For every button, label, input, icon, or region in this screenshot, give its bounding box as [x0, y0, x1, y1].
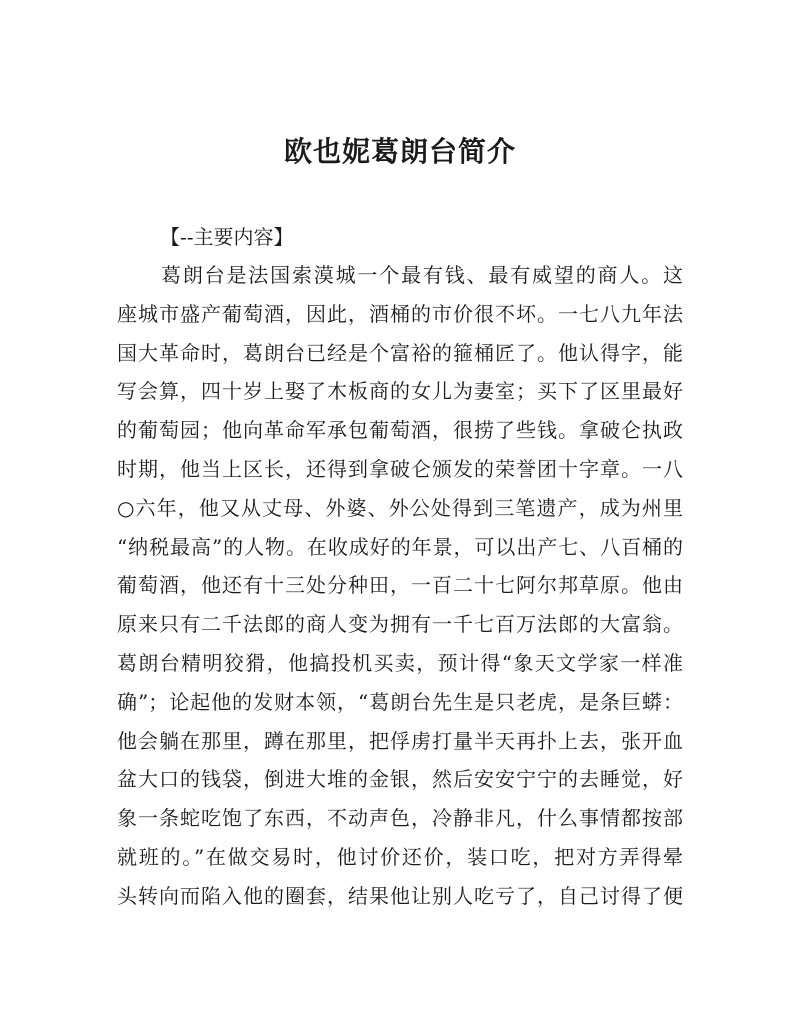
body-line: 时期，他当上区长，还得到拿破仑颁发的荣誉团十字章。一八 [117, 456, 683, 481]
body-line: 头转向而陷入他的圈套，结果他让别人吃亏了，自己讨得了便 [117, 883, 683, 908]
body-line: 就班的。”在做交易时，他讨价还价，装口吃，把对方弄得晕 [117, 844, 683, 869]
body-line: 他会躺在那里，蹲在那里，把俘虏打量半天再扑上去，张开血 [117, 728, 683, 753]
body-line: 象一条蛇吃饱了东西，不动声色，冷静非凡，什么事情都按部 [117, 806, 683, 831]
body-line: 盆大口的钱袋，倒进大堆的金银，然后安安宁宁的去睡觉，好 [117, 767, 683, 792]
page-title: 欧也妮葛朗台简介 [283, 135, 516, 168]
body-line: 写会算，四十岁上娶了木板商的女儿为妻室；买下了区里最好 [117, 379, 683, 404]
body-line: 葡萄酒，他还有十三处分种田，一百二十七阿尔邦草原。他由 [117, 573, 683, 598]
body-line: 原来只有二千法郎的商人变为拥有一千七百万法郎的大富翁。 [117, 612, 683, 637]
section-heading: 【--主要内容】 [160, 225, 294, 249]
body-line: 葛朗台是法国索漠城一个最有钱、最有威望的商人。这 [161, 263, 683, 287]
body-line: 葛朗台精明狡猾，他搞投机买卖，预计得“象天文学家一样准 [117, 650, 683, 675]
body-line: ○六年，他又从丈母、外婆、外公处得到三笔遗产，成为州里 [117, 495, 683, 520]
body-line: 座城市盛产葡萄酒，因此，酒桶的市价很不坏。一七八九年法 [117, 301, 683, 326]
body-line: 确”；论起他的发财本领，“葛朗台先生是只老虎，是条巨蟒： [117, 689, 683, 714]
body-line: 国大革命时，葛朗台已经是个富裕的箍桶匠了。他认得字，能 [117, 340, 683, 365]
body-line: 的葡萄园；他向革命军承包葡萄酒，很捞了些钱。拿破仑执政 [117, 418, 683, 443]
body-paragraph [117, 256, 683, 916]
body-line: “纳税最高”的人物。在收成好的年景，可以出产七、八百桶的 [117, 534, 683, 559]
